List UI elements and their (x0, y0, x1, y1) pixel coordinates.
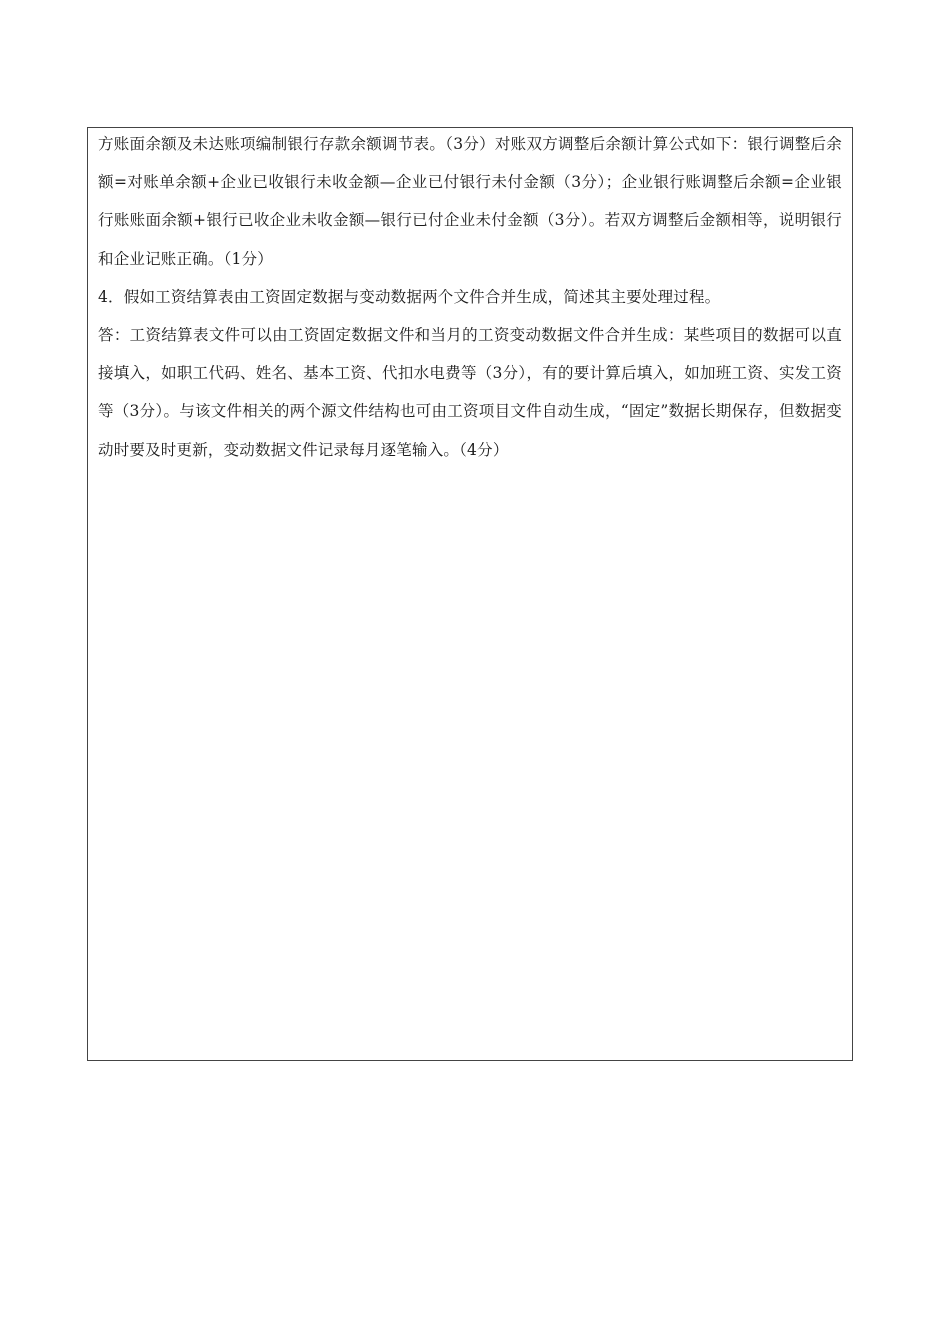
answer-box (87, 127, 853, 1061)
paragraph-bank-reconciliation: 方账面余额及未达账项编制银行存款余额调节表。（3分）对账双方调整后余额计算公式如下：银行调整后余额=对账单余额+企业已收银行未收金额—企业已付银行未付金额（3分）；企业银行账调整后余额=企业银行账账面余额+银行已收企业未收金额—银行已付企业未付金额（3分）。若双方调整后金额相等，说明银行和企业记账正确。（1分） (98, 135, 842, 268)
answer-content (98, 125, 842, 469)
paragraph-answer-4: 答：工资结算表文件可以由工资固定数据文件和当月的工资变动数据文件合并生成：某些项目的数据可以直接填入，如职工代码、姓名、基本工资、代扣水电费等（3分），有的要计算后填入，如加班工资、实发工资等（3分）。与该文件相关的两个源文件结构也可由工资项目文件自动生成，“固定”数据长期保存，但数据变动时要及时更新，变动数据文件记录每月逐笔输入。（4分） (98, 326, 842, 459)
paragraph-question-4: 4．假如工资结算表由工资固定数据与变动数据两个文件合并生成，简述其主要处理过程。 (98, 287, 721, 306)
